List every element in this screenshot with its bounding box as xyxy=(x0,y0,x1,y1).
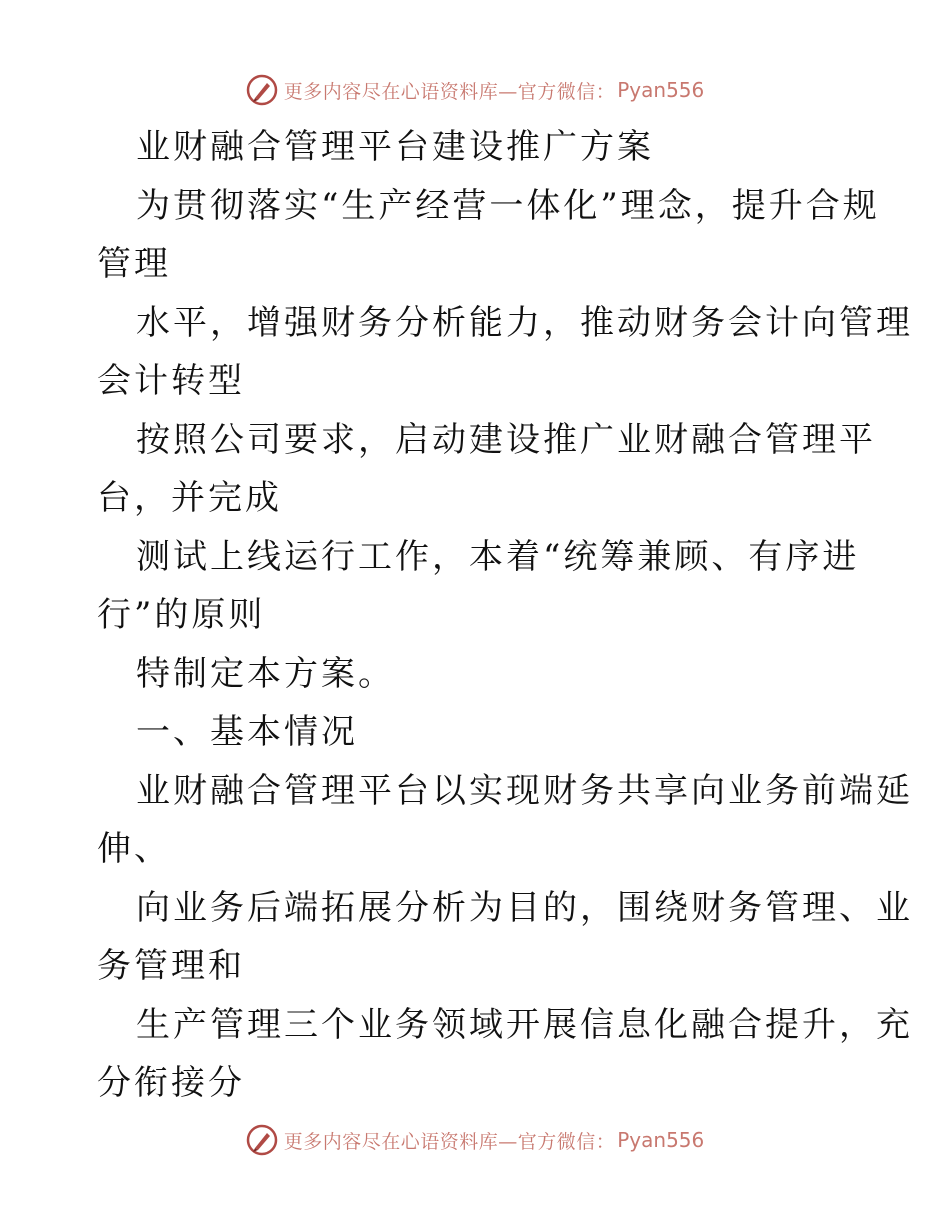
pen-logo-icon xyxy=(246,74,278,106)
pen-logo-icon xyxy=(246,1124,278,1156)
paragraph-line: 按照公司要求，启动建设推广业财融合管理平 xyxy=(136,419,876,460)
paragraph-line: 台，并完成 xyxy=(97,478,282,518)
paragraph-line: 务管理和 xyxy=(97,946,245,986)
banner-wechat-id: Pyan556 xyxy=(617,1128,705,1152)
paragraph-line: 生产管理三个业务领域开展信息化融合提升，充 xyxy=(136,1004,913,1045)
document-body xyxy=(97,118,913,1113)
paragraph-line: 特制定本方案。 xyxy=(136,653,395,694)
paragraph-line: 伸、 xyxy=(97,829,171,869)
section-heading: 一、基本情况 xyxy=(136,712,358,752)
document-title: 业财融合管理平台建设推广方案 xyxy=(136,127,654,167)
paragraph-line: 测试上线运行工作，本着“统筹兼顾、有序进 xyxy=(136,536,860,577)
paragraph-line: 行”的原则 xyxy=(97,595,266,635)
paragraph-line: 分衔接分 xyxy=(97,1063,245,1103)
header-watermark-banner xyxy=(0,70,950,110)
banner-text: 更多内容尽在心语资料库—官方微信： xyxy=(283,80,616,103)
paragraph-line: 为贯彻落实“生产经营一体化”理念，提升合规 xyxy=(136,185,880,226)
footer-watermark-banner xyxy=(0,1120,950,1160)
banner-wechat-id: Pyan556 xyxy=(617,78,705,102)
paragraph-line: 水平，增强财务分析能力，推动财务会计向管理 xyxy=(136,302,913,343)
banner-text: 更多内容尽在心语资料库—官方微信： xyxy=(283,1130,616,1153)
paragraph-line: 管理 xyxy=(97,244,171,284)
paragraph-line: 会计转型 xyxy=(97,361,245,401)
paragraph-line: 业财融合管理平台以实现财务共享向业务前端延 xyxy=(136,770,913,811)
paragraph-line: 向业务后端拓展分析为目的，围绕财务管理、业 xyxy=(136,887,913,928)
